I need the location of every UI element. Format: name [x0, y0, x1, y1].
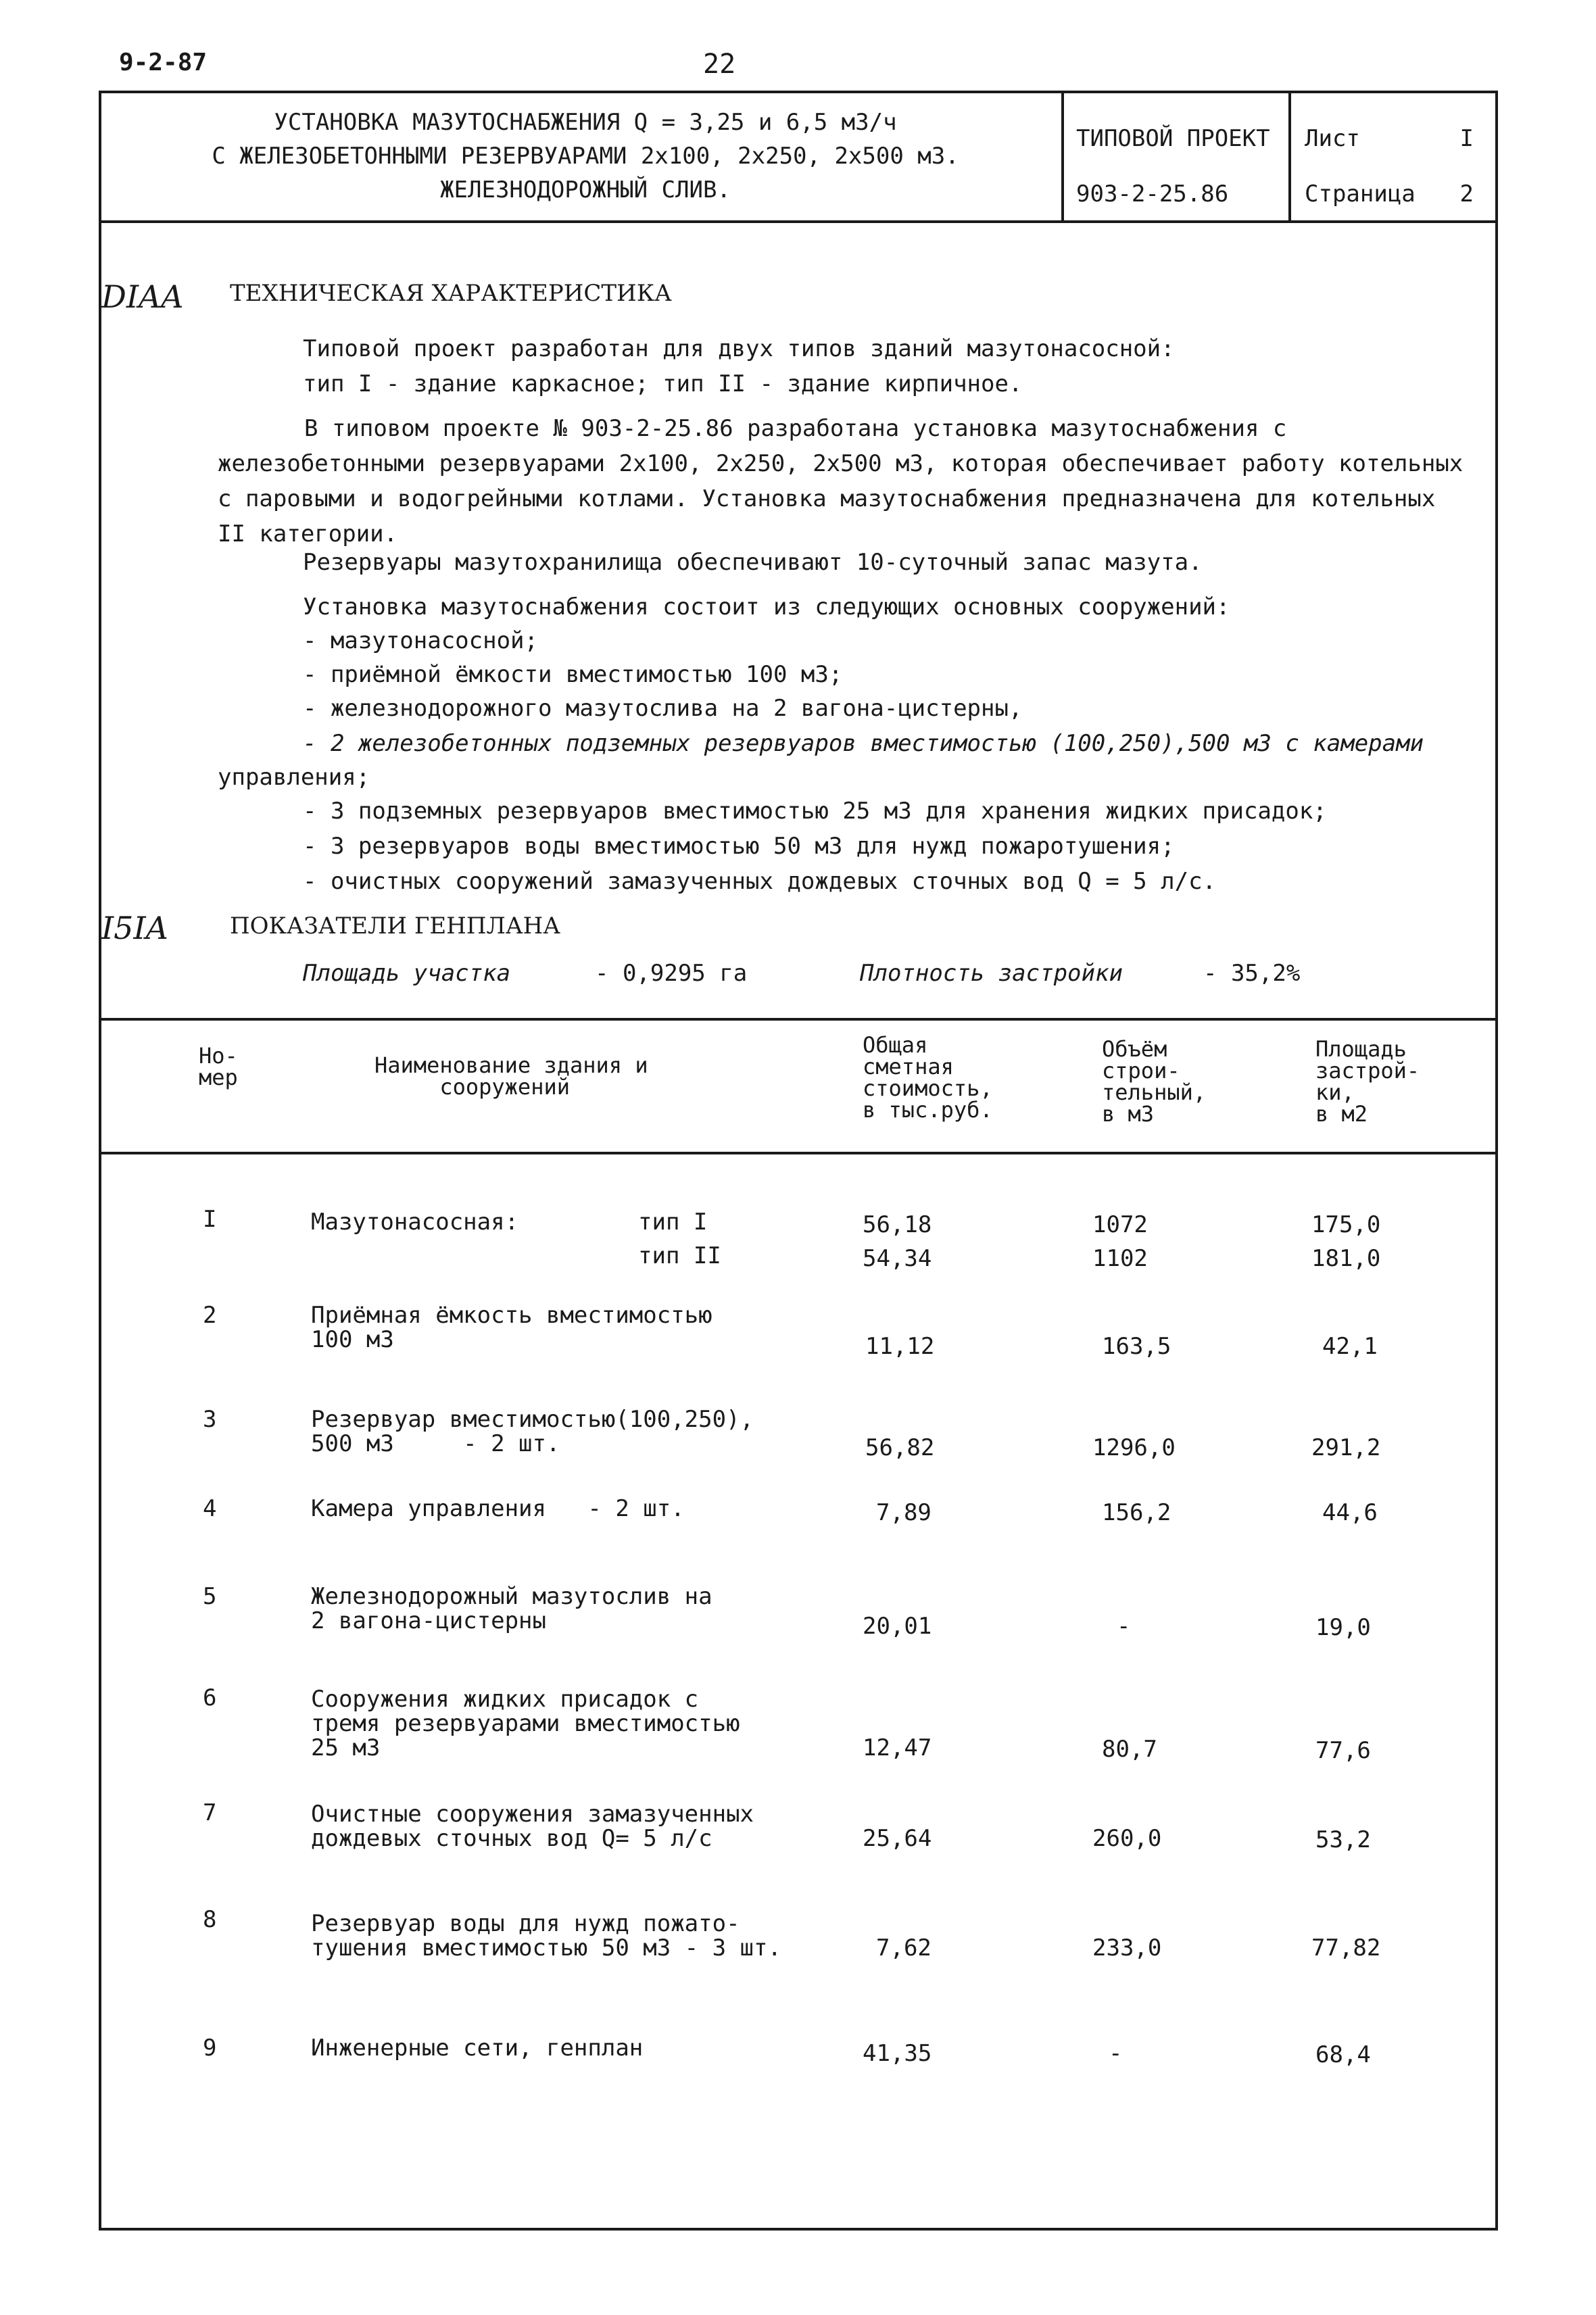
- row-volume: -: [1117, 1613, 1131, 1640]
- list-item: управления;: [218, 764, 370, 791]
- row-area: 181,0: [1311, 1245, 1381, 1272]
- section-title-1: ТЕХНИЧЕСКАЯ ХАРАКТЕРИСТИКА: [230, 280, 672, 307]
- list-item: - 3 подземных резервуаров вместимостью 25 м3 для хранения жидких присадок;: [303, 798, 1327, 825]
- row-volume: 156,2: [1102, 1499, 1171, 1526]
- row-area: 19,0: [1315, 1614, 1371, 1641]
- density-value: - 35,2%: [1203, 960, 1301, 987]
- page-value: 2: [1459, 180, 1474, 208]
- row-name: Очистные сооружения замазученных дождевых сточных вод Q= 5 л/с: [311, 1801, 754, 1852]
- sheet-info: [1305, 111, 1474, 222]
- para3: Резервуары мазутохранилища обеспечивают 10-суточный запас мазута.: [303, 549, 1203, 576]
- row-name: Резервуар вместимостью(100,250), 500 м3 - 2 шт.: [311, 1406, 754, 1457]
- row-area: 291,2: [1311, 1434, 1381, 1461]
- row-num: 6: [203, 1684, 217, 1711]
- header-divider-1: [1061, 91, 1064, 223]
- row-cost: 12,47: [863, 1734, 932, 1761]
- row-volume: 260,0: [1092, 1825, 1162, 1852]
- table-header-rule: [99, 1152, 1498, 1154]
- header-num: Но- мер: [199, 1043, 238, 1090]
- row-name: Сооружения жидких присадок с тремя резервуарами вместимостью 25 м3: [311, 1686, 740, 1761]
- row-area: 175,0: [1311, 1211, 1381, 1238]
- title-line-3: ЖЕЛЕЗНОДОРОЖНЫЙ СЛИВ.: [440, 176, 731, 203]
- para1-line1: Типовой проект разработан для двух типов зданий мазутонасосной:: [303, 335, 1175, 362]
- row-name: Приёмная ёмкость вместимостью 100 м3: [311, 1302, 712, 1353]
- table-top-rule: [99, 1018, 1498, 1021]
- row-area: 44,6: [1322, 1499, 1378, 1526]
- row-cost: 56,18: [863, 1211, 932, 1238]
- row-volume: 1296,0: [1092, 1434, 1176, 1461]
- row-num: I: [203, 1206, 217, 1233]
- row-num: 5: [203, 1583, 217, 1610]
- sheet-code: 9-2-87: [119, 49, 208, 76]
- row-cost: 11,12: [865, 1333, 935, 1360]
- row-area: 53,2: [1315, 1826, 1371, 1853]
- header-divider-2: [1288, 91, 1291, 223]
- row-volume: 233,0: [1092, 1934, 1162, 1961]
- row-num: 8: [203, 1906, 217, 1933]
- project-info: [1076, 111, 1270, 222]
- section-code-1: DIAA: [101, 278, 184, 315]
- row-name: Камера управления - 2 шт.: [311, 1495, 685, 1522]
- row-area: 68,4: [1315, 2041, 1371, 2068]
- row-cost: 7,89: [876, 1499, 932, 1526]
- density-label: Плотность застройки: [860, 960, 1123, 987]
- list-item: - очистных сооружений замазученных дождевых сточных вод Q = 5 л/с.: [303, 868, 1217, 895]
- page-label: Страница: [1305, 180, 1416, 208]
- row-name: Инженерные сети, генплан: [311, 2034, 644, 2062]
- row-cost: 54,34: [863, 1245, 932, 1272]
- row-cost: 7,62: [876, 1934, 932, 1961]
- header-volume: Объём строи- тельный, в м3: [1102, 1036, 1207, 1127]
- para2: В типовом проекте № 903-2-25.86 разработана установка мазутоснабжения с железобетонными резервуарами 2х100, 2х250, 2х500 м3, которая обеспечивает работу котельных с паровыми и водогрейными котлами. Установка мазутоснабжения предназначена для котельных II категории.: [218, 415, 1464, 547]
- site-area-label: Площадь участка: [303, 960, 511, 987]
- row-cost: 25,64: [863, 1825, 932, 1852]
- row-volume: 80,7: [1102, 1736, 1157, 1763]
- row-name: Резервуар воды для нужд пожато- тушения вместимостью 50 м3 - 3 шт.: [311, 1910, 781, 1961]
- row-num: 2: [203, 1302, 217, 1329]
- row-subtype: тип I: [638, 1209, 708, 1236]
- project-label: ТИПОВОЙ ПРОЕКТ: [1076, 125, 1270, 152]
- list-item: - приёмной ёмкости вместимостью 100 м3;: [303, 661, 843, 688]
- row-cost: 56,82: [865, 1434, 935, 1461]
- row-volume: -: [1109, 2040, 1123, 2067]
- header-area: Площадь застрой- ки, в м2: [1315, 1036, 1420, 1127]
- section-title-2: ПОКАЗАТЕЛИ ГЕНПЛАНА: [230, 912, 560, 940]
- para4: Установка мазутоснабжения состоит из следующих основных сооружений:: [303, 593, 1230, 620]
- title-line-1: УСТАНОВКА МАЗУТОСНАБЖЕНИЯ Q = 3,25 и 6,5 м3/ч: [274, 109, 897, 136]
- page-number: 22: [703, 49, 736, 80]
- row-num: 7: [203, 1799, 217, 1826]
- site-area-value: - 0,9295 га: [595, 960, 748, 987]
- row-num: 4: [203, 1495, 217, 1522]
- title-line-2: С ЖЕЛЕЗОБЕТОННЫМИ РЕЗЕРВУАРАМИ 2х100, 2х250, 2х500 м3.: [212, 143, 959, 170]
- row-volume: 1102: [1092, 1245, 1148, 1272]
- project-number: 903-2-25.86: [1076, 180, 1229, 208]
- list-item: - железнодорожного мазутослива на 2 вагона-цистерны,: [303, 695, 1023, 722]
- row-name: Железнодорожный мазутослив на 2 вагона-цистерны: [311, 1583, 712, 1634]
- list-item: - 2 железобетонных подземных резервуаров вместимостью (100,250),500 м3 с камерами: [303, 730, 1424, 757]
- list-item: - мазутонасосной;: [303, 627, 538, 654]
- row-name: Мазутонасосная:: [311, 1209, 519, 1236]
- document-title: [119, 105, 1052, 207]
- row-volume: 163,5: [1102, 1333, 1171, 1360]
- row-subtype: тип II: [638, 1242, 721, 1269]
- row-num: 9: [203, 2034, 217, 2062]
- sheet-value: I: [1459, 125, 1474, 152]
- row-cost: 41,35: [863, 2040, 932, 2067]
- row-area: 77,82: [1311, 1934, 1381, 1961]
- para1-line2: тип I - здание каркасное; тип II - здание кирпичное.: [303, 370, 1023, 397]
- header-cost: Общая сметная стоимость, в тыс.руб.: [863, 1032, 993, 1123]
- row-area: 77,6: [1315, 1737, 1371, 1764]
- list-item: - 3 резервуаров воды вместимостью 50 м3 для нужд пожаротушения;: [303, 833, 1175, 860]
- header-name: Наименование здания и сооружений: [374, 1052, 648, 1100]
- row-area: 42,1: [1322, 1333, 1378, 1360]
- row-num: 3: [203, 1406, 217, 1433]
- sheet-label: Лист: [1305, 125, 1360, 152]
- row-volume: 1072: [1092, 1211, 1148, 1238]
- section-code-2: I5IA: [101, 910, 168, 946]
- row-cost: 20,01: [863, 1613, 932, 1640]
